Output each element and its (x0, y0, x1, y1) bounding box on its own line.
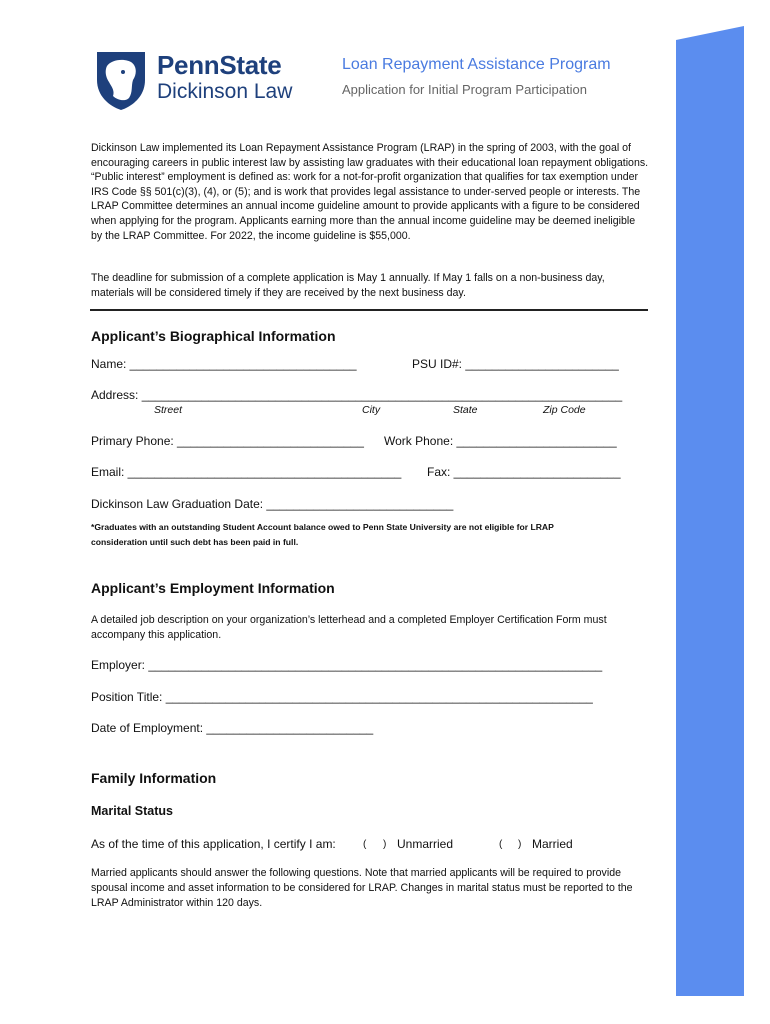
graduation-date-field[interactable]: Dickinson Law Graduation Date: ____________________________ (91, 497, 454, 511)
marital-status-heading: Marital Status (91, 804, 173, 818)
unmarried-label: Unmarried (397, 837, 454, 851)
pennstate-logo (93, 48, 303, 120)
married-applicants-note: Married applicants should answer the following questions. Note that married applicants will be required to provide spousal income and asset information to be considered for LRAP. Changes in marital status must be reported to the LRAP Administrator within 120 days. (91, 867, 633, 909)
fax-field[interactable]: Fax: _________________________ (427, 465, 621, 479)
section-divider (90, 309, 648, 311)
sidebar-bar-notch (676, 26, 744, 40)
date-of-employment-field[interactable]: Date of Employment: _________________________ (91, 721, 374, 735)
address-zip-label: Zip Code (543, 404, 586, 416)
intro-paragraph: Dickinson Law implemented its Loan Repayment Assistance Program (LRAP) in the spring of 2003, with the goal of encouraging careers in public interest law by assisting law graduates with their educational loan repayment obligations. “Public interest” employment is defined as: work for a not-for-profit organization that qualifies for tax exemption under IRS Code §§ 501(c)(3), (4), or (5); and is work that provides legal assistance to under-served people or interests. The LRAP Committee determines an annual income guideline amount to provide applicants with a figure to be considered when applying for the program. Applicants earning more than the annual income guideline may be deemed ineligible by the LRAP Committee. For 2022, the income guideline is $55,000. (91, 142, 649, 242)
brand-school: Dickinson Law (157, 80, 293, 103)
employer-field[interactable]: Employer: ____________________________________________________________________ (91, 658, 603, 672)
married-checkbox-open: ( (499, 839, 503, 850)
email-field[interactable]: Email: _________________________________________ (91, 465, 402, 479)
married-label: Married (532, 837, 573, 851)
student-balance-note: *Graduates with an outstanding Student Account balance owed to Penn State University are not eligible for LRAP consideration until such debt has been paid in full. (91, 522, 554, 547)
psu-id-field[interactable]: PSU ID#: _______________________ (412, 357, 619, 371)
married-checkbox-close: ) (518, 839, 522, 850)
page-title: Loan Repayment Assistance Program (342, 56, 611, 73)
brand-name: PennState (157, 50, 282, 80)
employment-description: A detailed job description on your organization’s letterhead and a completed Employer Certification Form must accompany this application. (91, 614, 607, 641)
certify-label: As of the time of this application, I certify I am: (91, 837, 336, 851)
primary-phone-field[interactable]: Primary Phone: ____________________________ (91, 434, 364, 448)
unmarried-checkbox-open: ( (363, 839, 367, 850)
family-section-heading: Family Information (91, 770, 217, 786)
employment-section-heading: Applicant’s Employment Information (91, 580, 335, 596)
bio-section-heading: Applicant’s Biographical Information (91, 328, 336, 344)
address-state-label: State (453, 404, 478, 416)
work-phone-field[interactable]: Work Phone: ________________________ (384, 434, 617, 448)
position-title-field[interactable]: Position Title: ________________________________________________________________ (91, 690, 593, 704)
address-city-label: City (362, 404, 381, 416)
nittany-lion-shield-icon (93, 48, 149, 112)
decorative-sidebar-bar (676, 26, 744, 996)
deadline-paragraph: The deadline for submission of a complete application is May 1 annually. If May 1 falls on a non-business day, materials will be considered timely if they are received by the next business day. (91, 272, 605, 299)
name-field[interactable]: Name: __________________________________ (91, 357, 357, 371)
page-subtitle: Application for Initial Program Participation (342, 82, 587, 97)
unmarried-checkbox-close: ) (383, 839, 387, 850)
address-field[interactable]: Address: ________________________________________________________________________ (91, 388, 623, 402)
address-street-label: Street (154, 404, 183, 416)
